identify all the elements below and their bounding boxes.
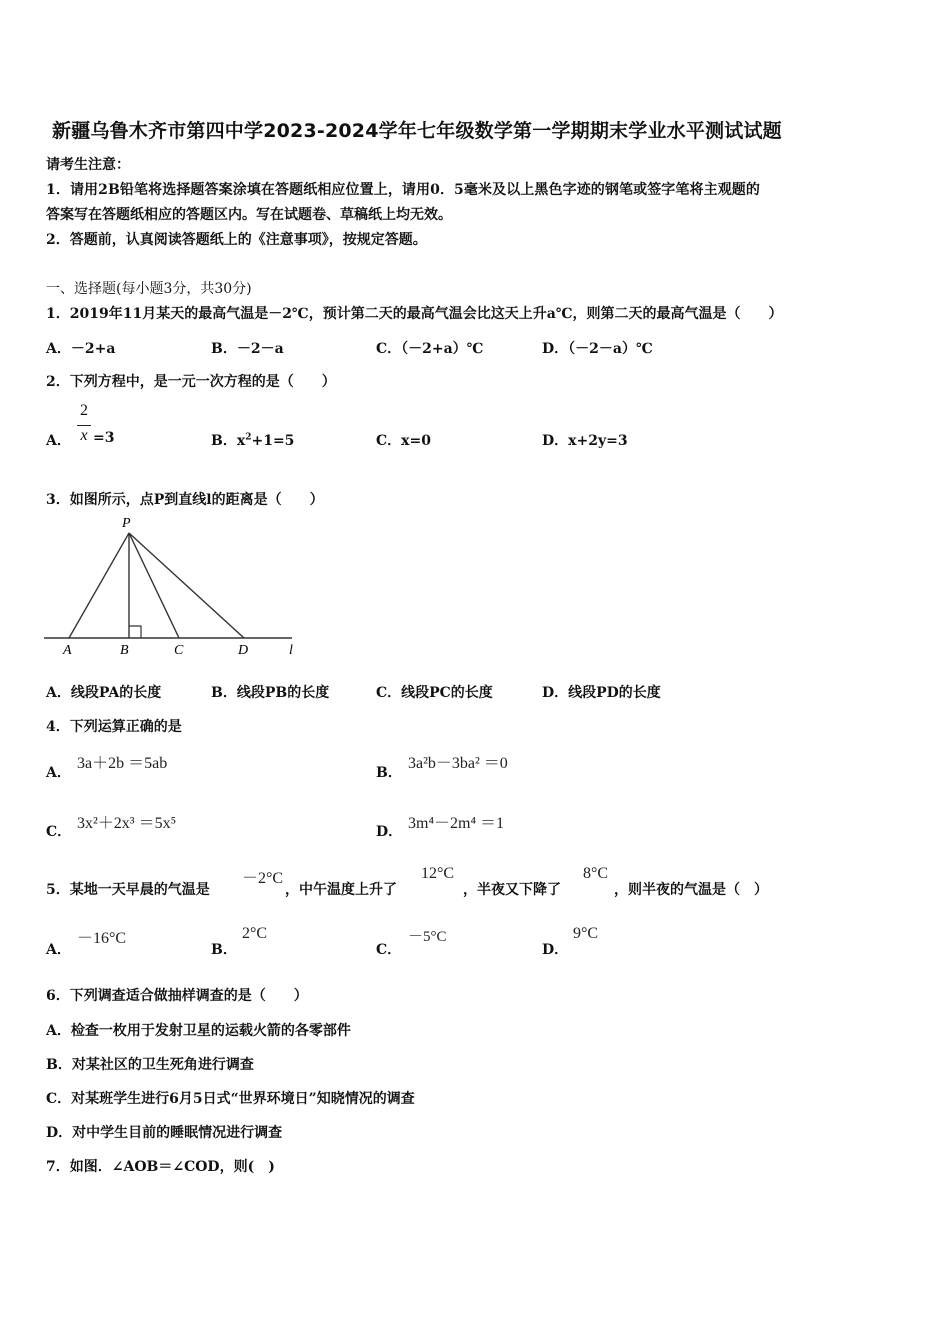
q2-b-base: x [236, 433, 246, 449]
q6-option-a[interactable]: A．检查一枚用于发射卫星的运载火箭的各零部件 [46, 1023, 351, 1039]
segment-pa [69, 533, 129, 638]
q1-stem: 1．2019年11月某天的最高气温是－2℃，预计第二天的最高气温会比这天上升a℃，则第二天的最高气温是（ ） [46, 306, 783, 322]
page-title: 新疆乌鲁木齐市第四中学2023-2024学年七年级数学第一学期期末学业水平测试试题 [52, 120, 782, 142]
q5-option-b-label[interactable]: B． [211, 942, 237, 958]
q6-option-c[interactable]: C．对某班学生进行6月5日式“世界环境日”知晓情况的调查 [46, 1091, 415, 1107]
fraction-bar [77, 425, 91, 426]
q5-option-b-val: 2°C [242, 925, 268, 942]
q4-option-d-label[interactable]: D． [376, 824, 403, 840]
q1-option-c[interactable]: C．（－2+a）℃ [376, 341, 484, 357]
q5-temp-2: 12°C [421, 865, 455, 882]
notice-line1a: 1．请用2B铅笔将选择题答案涂填在答题纸相应位置上，请用0．5毫米及以上黑色字迹的钢笔或签字笔将主观题的 [46, 182, 760, 198]
notice-heading: 请考生注意： [46, 157, 130, 173]
q2-a-denominator: x [80, 427, 88, 444]
q5-stem-a: 5．某地一天早晨的气温是 [46, 882, 210, 898]
q3-option-b[interactable]: B．线段PB的长度 [211, 685, 330, 701]
q3-figure [44, 512, 300, 662]
q2-b-label: B． [211, 433, 237, 449]
q2-stem: 2．下列方程中，是一元一次方程的是（ ） [46, 374, 336, 390]
q2-a-numerator: 2 [80, 402, 88, 419]
q3-option-a[interactable]: A．线段PA的长度 [46, 685, 162, 701]
q6-option-d[interactable]: D．对中学生目前的睡眠情况进行调查 [46, 1125, 283, 1141]
notice-line1b: 答案写在答题纸相应的答题区内。写在试题卷、草稿纸上均无效。 [46, 207, 452, 223]
q5-stem-c: ，半夜又下降了 [463, 882, 561, 898]
q4-option-c-label[interactable]: C． [46, 824, 72, 840]
q1-option-b[interactable]: B．－2－a [211, 341, 284, 357]
q5-temp-1: －2°C [242, 870, 284, 887]
segment-pd [129, 533, 244, 638]
q2-option-c[interactable]: C．x=0 [376, 433, 431, 449]
q4-option-d-expr: 3m⁴－2m⁴ ＝1 [408, 815, 505, 832]
q2-b-rest: +1=5 [251, 433, 295, 449]
q1-option-d[interactable]: D．（－2－a）℃ [542, 341, 653, 357]
q5-option-c-val: －5°C [408, 929, 447, 945]
q6-stem: 6．下列调查适合做抽样调查的是（ ） [46, 988, 308, 1004]
label-c: C [174, 643, 184, 658]
q6-option-b[interactable]: B．对某社区的卫生死角进行调查 [46, 1057, 254, 1073]
q5-option-c-label[interactable]: C． [376, 942, 402, 958]
q1-option-a[interactable]: A．－2+a [46, 341, 116, 357]
right-angle-mark [129, 626, 141, 638]
q5-option-d-val: 9°C [573, 925, 599, 942]
q5-temp-3: 8°C [583, 865, 609, 882]
q3-option-c[interactable]: C．线段PC的长度 [376, 685, 493, 701]
label-a: A [63, 643, 72, 658]
label-d: D [238, 643, 249, 658]
q4-option-a-label[interactable]: A． [46, 765, 71, 781]
q5-option-a-val: －16°C [77, 930, 127, 947]
q3-stem: 3．如图所示，点P到直线l的距离是（ ） [46, 492, 324, 508]
q3-option-d[interactable]: D．线段PD的长度 [542, 685, 661, 701]
section-heading: 一、选择题(每小题3分，共30分) [46, 281, 252, 297]
q5-option-d-label[interactable]: D． [542, 942, 569, 958]
q4-stem: 4．下列运算正确的是 [46, 719, 182, 735]
q7-stem: 7．如图．∠AOB＝∠COD，则( ) [46, 1159, 275, 1175]
label-b: B [120, 643, 129, 658]
segment-pc [129, 533, 179, 638]
q2-option-a-label[interactable]: A． [46, 433, 71, 449]
q4-option-c-expr: 3x²＋2x³ ＝5x⁵ [77, 815, 177, 832]
q2-option-d[interactable]: D．x+2y=3 [542, 433, 628, 449]
q2-b-exp: 2 [245, 432, 252, 443]
q2-a-rest: =3 [93, 430, 115, 446]
q4-option-b-label[interactable]: B． [376, 765, 402, 781]
q5-stem-b: ，中午温度上升了 [285, 882, 397, 898]
label-p: P [122, 516, 131, 531]
q5-stem-d: ，则半夜的气温是（ ） [614, 882, 768, 898]
q2-option-b[interactable] [211, 430, 294, 450]
label-l: l [289, 643, 293, 658]
q4-option-b-expr: 3a²b－3ba² ＝0 [408, 755, 508, 772]
notice-line2: 2．答题前，认真阅读答题纸上的《注意事项》，按规定答题。 [46, 232, 427, 248]
q4-option-a-expr: 3a＋2b ＝5ab [77, 755, 168, 772]
q5-option-a-label[interactable]: A． [46, 942, 71, 958]
